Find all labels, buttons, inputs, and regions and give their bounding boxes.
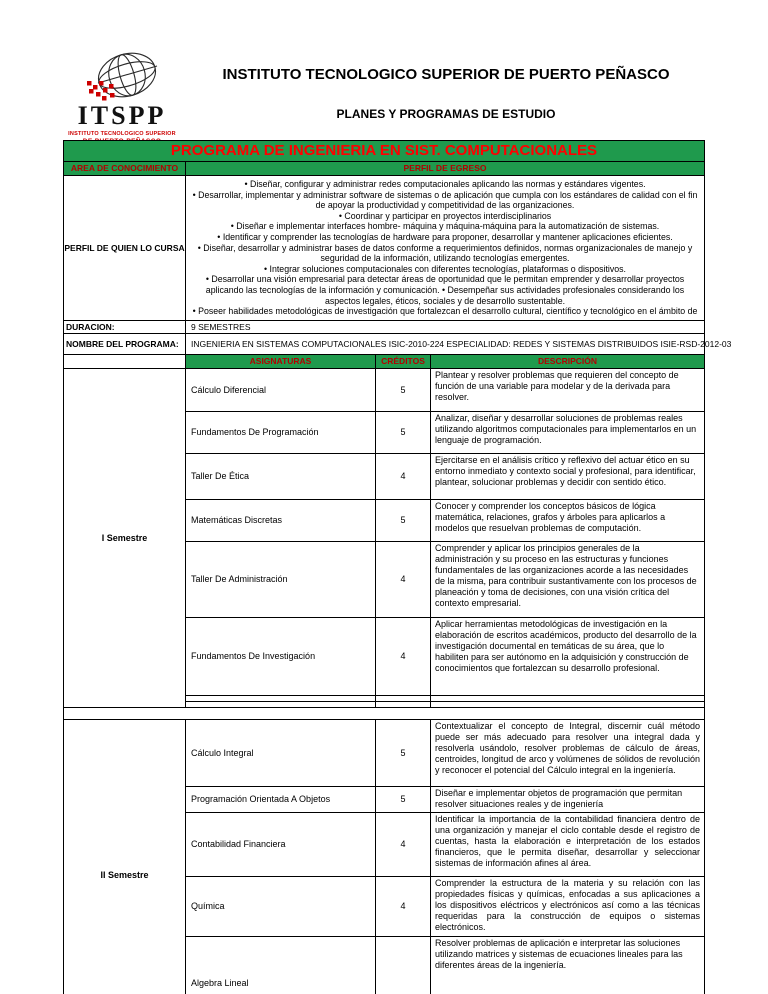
- perfil-row: [64, 175, 704, 320]
- table-row: [186, 617, 704, 695]
- subject-credits: 5: [376, 500, 431, 541]
- subject-name: Algebra Lineal: [186, 937, 376, 994]
- perfil-item: • Diseñar, desarrollar y administrar bases de datos conforme a requerimientos definidos, normas organizacionales de manejo y seguridad de la información, utilizando tecnologías emergentes.: [197, 242, 693, 264]
- duracion-value: 9 SEMESTRES: [191, 321, 251, 332]
- perfil-item: • Integrar soluciones computacionales con diferentes tecnologías, plataformas o dispositivos.: [264, 263, 626, 274]
- creditos-header: CRÉDITOS: [376, 355, 431, 368]
- subject-description: Comprender la estructura de la materia y su relación con las propiedades físicas y químicas, enfocadas a sus aplicaciones a los dispositivos eléctricos y electrónicos así como a las técnicas requeridas para la construcción de equipos o sistemas electrónicos.: [435, 877, 700, 932]
- empty-cell: [186, 702, 376, 707]
- semester-2-rows: [186, 720, 704, 994]
- subject-description: Identificar la importancia de la contabilidad financiera dentro de una organización y manejar el ciclo contable desde el registro de cuentas, hasta la elaboración e interpretación de los estados financieros, que le permita diseñar, desarrollar y seleccionar sistemas de información afines al área.: [435, 813, 700, 868]
- subjects-table-header: [64, 354, 704, 368]
- semester-1-section: [64, 368, 704, 707]
- table-row: [186, 541, 704, 617]
- subject-credits: 4: [376, 813, 431, 876]
- semester-2-section: [64, 719, 704, 994]
- subject-name: Fundamentos De Programación: [186, 412, 376, 453]
- duracion-label: DURACION:: [64, 321, 186, 333]
- itspp-logo: [58, 52, 186, 140]
- asignaturas-header: ASIGNATURAS: [186, 355, 376, 368]
- subject-credits: 4: [376, 542, 431, 617]
- table-row: [186, 499, 704, 541]
- subject-name: Química: [186, 877, 376, 936]
- nombre-programa-label: NOMBRE DEL PROGRAMA:: [64, 334, 186, 354]
- institute-title: INSTITUTO TECNOLOGICO SUPERIOR DE PUERTO PEÑASCO: [222, 66, 670, 83]
- subject-description: Comprender y aplicar los principios generales de la administración y su proceso en las estructuras y funciones fundamentales de las organizaciones acorde a las necesidades de la misma, para contribuir sustantivamente con los procesos de planeación y toma de decisiones, con una visión crítica del contexto empresarial.: [435, 542, 697, 608]
- subject-name: Taller De Administración: [186, 542, 376, 617]
- table-row: [186, 812, 704, 876]
- nombre-programa-row: [64, 333, 732, 354]
- globe-logo-icon: [80, 52, 164, 102]
- subject-description: Ejercitarse en el análisis crítico y reflexivo del actuar ético en su entorno inmediato y contexto social y profesional, para identificar, plantear, solucionar problemas y decidir con sentido ético.: [435, 454, 696, 487]
- perfil-de-egreso-items: [186, 176, 704, 320]
- subject-credits: 5: [376, 369, 431, 411]
- empty-cell: [376, 702, 431, 707]
- table-row: [186, 876, 704, 936]
- program-sheet: [63, 140, 732, 994]
- subject-description: Conocer y comprender los conceptos básicos de lógica matemática, relaciones, grafos y árboles para aplicarlos a modelos que resuelvan problemas de computación.: [435, 500, 666, 533]
- subject-credits: 5: [376, 720, 431, 786]
- table-row: [186, 786, 704, 812]
- program-banner-title: PROGRAMA DE INGENIERIA EN SIST. COMPUTACIONALES: [64, 141, 704, 161]
- duracion-row: [64, 320, 704, 333]
- table-row: [186, 453, 704, 499]
- semester-1-label: I Semestre: [64, 369, 186, 707]
- subject-name: Cálculo Diferencial: [186, 369, 376, 411]
- table-row: [186, 936, 704, 994]
- perfil-item: • Desarrollar, implementar y administrar software de sistemas o de aplicación que cumpla con los estándares de calidad con el fin de apoyar la productividad y competitividad de las organizaciones.: [192, 189, 698, 211]
- header-titles: [186, 52, 706, 140]
- perfil-item: • Diseñar e implementar interfaces hombre- máquina y máquina-máquina para la automatización de sistemas.: [230, 221, 660, 232]
- descripcion-header: DESCRIPCIÓN: [431, 355, 704, 368]
- document-subtitle: PLANES Y PROGRAMAS DE ESTUDIO: [336, 107, 556, 121]
- semester-2-label: II Semestre: [64, 720, 186, 994]
- spacer-row: [64, 707, 704, 719]
- subject-credits: 4: [376, 877, 431, 936]
- table-row: [186, 411, 704, 453]
- perfil-item: • Desarrollar una visión empresarial para detectar áreas de oportunidad que le permitan emprender y desarrollar proyectos aplicando las tecnologías de la información y comunicación. • Desempeñar sus actividades profesionales considerando los aspectos legales, éticos, sociales y de desarrollo sustentable.: [205, 274, 685, 306]
- perfil-item: • Coordinar y participar en proyectos interdisciplinarios: [338, 210, 552, 221]
- subject-credits: 5: [376, 787, 431, 812]
- subject-name: Fundamentos De Investigación: [186, 618, 376, 695]
- perfil-item: • Poseer habilidades metodológicas de investigación que fortalezcan el desarrollo cultural, científico y tecnológico en el ámbito de: [192, 306, 698, 317]
- perfil-de-egreso-header: PERFIL DE EGRESO: [186, 162, 704, 175]
- subject-name: Contabilidad Financiera: [186, 813, 376, 876]
- table-row: [186, 720, 704, 786]
- empty-row: [186, 701, 704, 707]
- subject-credits: 5: [376, 412, 431, 453]
- perfil-item: • Diseñar, configurar y administrar redes computacionales aplicando las normas y estándares vigentes.: [244, 179, 646, 189]
- subject-credits: [376, 937, 431, 994]
- empty-cell: [431, 702, 704, 707]
- perfil-de-quien-lo-cursa-label: PERFIL DE QUIEN LO CURSA: [64, 176, 186, 320]
- area-de-conocimiento-header: AREA DE CONOCIMIENTO: [64, 162, 186, 175]
- nombre-programa-value: INGENIERIA EN SISTEMAS COMPUTACIONALES ISIC-2010-224 ESPECIALIDAD: REDES Y SISTEMAS DISTRIBUIDOS ISIE-RSD-2012-03: [191, 338, 732, 349]
- logo-acronym: ITSPP: [77, 101, 167, 130]
- table-row: [186, 369, 704, 411]
- subject-name: Matemáticas Discretas: [186, 500, 376, 541]
- subject-description: Analizar, diseñar y desarrollar soluciones de problemas reales utilizando algoritmos computacionales para implementarlos en un lenguaje de programación.: [435, 412, 697, 445]
- semester-column-spacer: [64, 355, 186, 368]
- subject-name: Programación Orientada A Objetos: [186, 787, 376, 812]
- subject-description: Resolver problemas de aplicación e interpretar las soluciones utilizando matrices y sistemas de ecuaciones lineales para las diferentes áreas de la ingeniería.: [435, 937, 683, 970]
- perfil-item: • Identificar y comprender las tecnologías de hardware para proponer, desarrollar y mantener aplicaciones eficientes.: [217, 231, 673, 242]
- subject-credits: 4: [376, 454, 431, 499]
- subject-description: Plantear y resolver problemas que requieren del concepto de función de una variable para modelar y de la derivada para resolver.: [435, 369, 679, 402]
- subject-description: Aplicar herramientas metodológicas de investigación en la elaboración de escritos académicos, producto del desarrollo de la investigación documental en temáticas de su área, que lo habiliten para ser autónomo en la adquisición y construcción de conocimientos que fortalezcan su desarrollo profesional.: [435, 618, 697, 673]
- subject-credits: 4: [376, 618, 431, 695]
- document-header: [58, 52, 706, 140]
- subject-name: Taller De Ética: [186, 454, 376, 499]
- subject-name: Cálculo Integral: [186, 720, 376, 786]
- subject-description: Contextualizar el concepto de Integral, discernir cuál método puede ser más adecuado para resolver una integral dada y resolverla usándolo, resolver problemas de cálculo de áreas, centroides, longitud de arco y volúmenes de sólidos de revolución y reconocer el potencial del Cálculo integral en la ingeniería.: [435, 720, 700, 775]
- subject-description: Diseñar e implementar objetos de programación que permitan resolver situaciones reales y de ingeniería: [435, 787, 683, 809]
- logo-institute-line1: INSTITUTO TECNOLOGICO SUPERIOR: [68, 131, 176, 137]
- area-header-row: [64, 161, 704, 175]
- semester-1-rows: [186, 369, 704, 707]
